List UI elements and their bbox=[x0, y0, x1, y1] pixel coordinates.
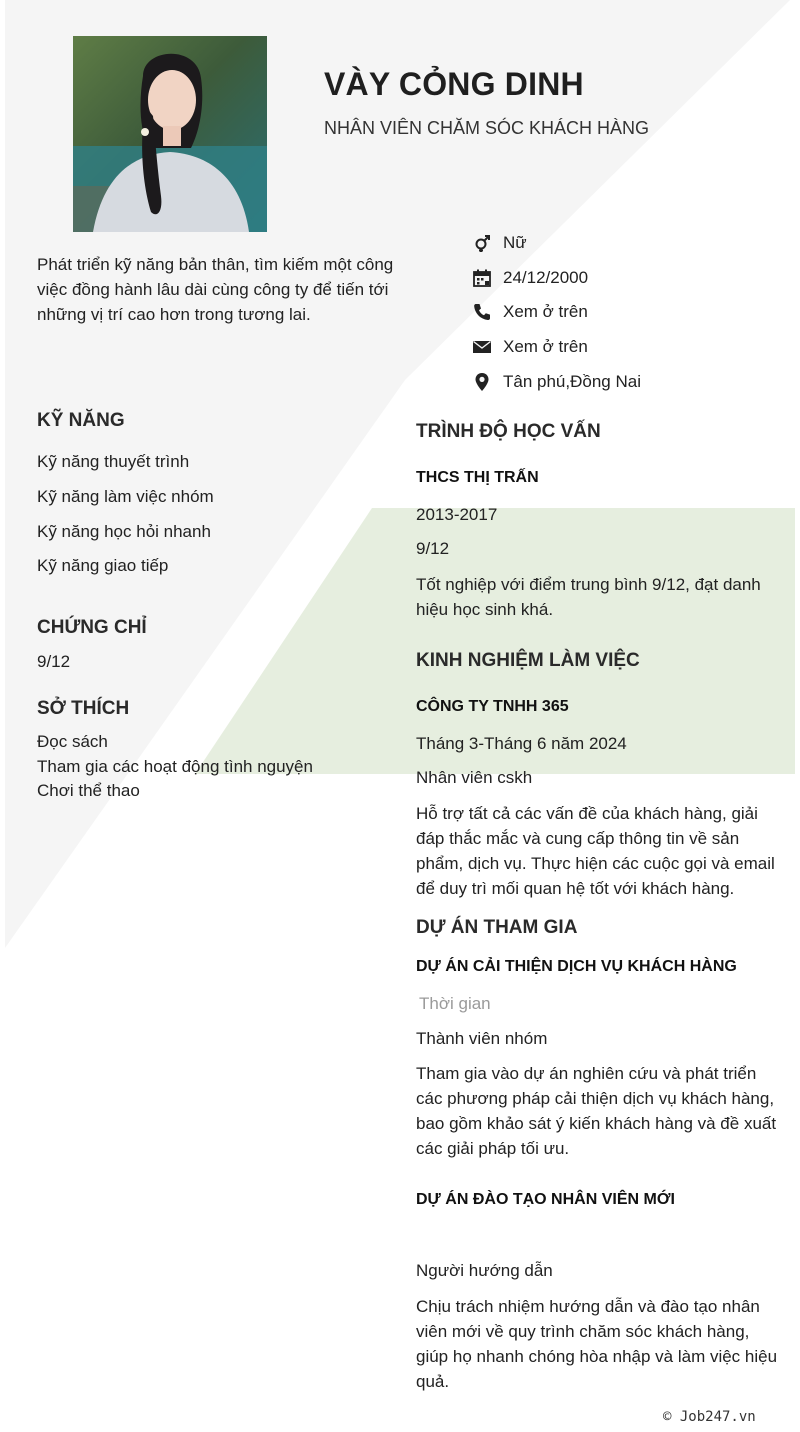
hobby-item: Tham gia các hoạt động tình nguyện bbox=[37, 757, 313, 776]
project-description: Tham gia vào dự án nghiên cứu và phát triển các phương pháp cải thiện dịch vụ khách hàng, bao gồm khảo sát ý kiến khách hàng và đề xuất các giải pháp tối ưu. bbox=[416, 1064, 777, 1158]
hobby-item: Đọc sách bbox=[37, 732, 108, 751]
experience-period: Tháng 3-Tháng 6 năm 2024 bbox=[416, 734, 627, 753]
career-objective: Phát triển kỹ năng bản thân, tìm kiếm một công việc đồng hành lâu dài cùng công ty để tiến tới những vị trí cao hơn trong tương lai. bbox=[37, 255, 394, 324]
skill-item: Kỹ năng giao tiếp bbox=[37, 556, 169, 575]
experience-heading: KINH NGHIỆM LÀM VIỆC bbox=[416, 650, 640, 671]
experience-description: Hỗ trợ tất cả các vấn đề của khách hàng, giải đáp thắc mắc và cung cấp thông tin về sản phẩm, dịch vụ. Thực hiện các cuộc gọi và email để duy trì mối quan hệ tốt với khách hàng. bbox=[416, 804, 775, 898]
email-value: Xem ở trên bbox=[503, 337, 588, 356]
phone-value: Xem ở trên bbox=[503, 302, 588, 321]
phone-icon bbox=[472, 302, 492, 322]
contact-phone bbox=[472, 300, 588, 324]
skill-item: Kỹ năng thuyết trình bbox=[37, 452, 190, 471]
gender-value: Nữ bbox=[503, 233, 527, 252]
birthday-value: 24/12/2000 bbox=[503, 268, 589, 287]
contact-gender bbox=[472, 231, 527, 255]
contact-birthday bbox=[472, 266, 588, 290]
school-name: THCS THỊ TRẤN bbox=[416, 469, 539, 486]
address-value: Tân phú,Đồng Nai bbox=[503, 372, 641, 391]
company-name: CÔNG TY TNHH 365 bbox=[416, 698, 569, 715]
candidate-name: VÀY CỎNG DINH bbox=[324, 66, 584, 102]
project-name: DỰ ÁN CẢI THIỆN DỊCH VỤ KHÁCH HÀNG bbox=[416, 958, 737, 975]
mail-icon bbox=[472, 337, 492, 357]
calendar-icon bbox=[472, 268, 492, 288]
project-role: Thành viên nhóm bbox=[416, 1029, 548, 1048]
hobbies-heading: SỞ THÍCH bbox=[37, 698, 130, 719]
skills-heading: KỸ NĂNG bbox=[37, 410, 125, 431]
footer-copyright: © Job247.vn bbox=[663, 1409, 756, 1425]
project-role: Người hướng dẫn bbox=[416, 1261, 553, 1280]
profile-photo bbox=[73, 36, 267, 232]
education-score: 9/12 bbox=[416, 539, 450, 558]
location-icon bbox=[472, 372, 492, 392]
skill-item: Kỹ năng làm việc nhóm bbox=[37, 487, 214, 506]
project-description: Chịu trách nhiệm hướng dẫn và đào tạo nhân viên mới về quy trình chăm sóc khách hàng, giúp họ nhanh chóng hòa nhập và làm việc hiệu quả. bbox=[416, 1297, 778, 1391]
education-description: Tốt nghiệp với điểm trung bình 9/12, đạt danh hiệu học sinh khá. bbox=[416, 575, 761, 619]
certificates-heading: CHỨNG CHỈ bbox=[37, 617, 147, 638]
projects-heading: DỰ ÁN THAM GIA bbox=[416, 917, 578, 938]
certificate-item: 9/12 bbox=[37, 652, 71, 671]
project-name: DỰ ÁN ĐÀO TẠO NHÂN VIÊN MỚI bbox=[416, 1191, 675, 1208]
contact-address bbox=[472, 370, 641, 394]
experience-role: Nhân viên cskh bbox=[416, 768, 533, 787]
hobby-item: Chơi thể thao bbox=[37, 781, 140, 800]
project-time-placeholder: Thời gian bbox=[419, 994, 491, 1013]
contact-email bbox=[472, 335, 588, 359]
education-period: 2013-2017 bbox=[416, 505, 498, 524]
gender-icon bbox=[472, 233, 492, 253]
education-heading: TRÌNH ĐỘ HỌC VẤN bbox=[416, 421, 601, 442]
job-title: NHÂN VIÊN CHĂM SÓC KHÁCH HÀNG bbox=[324, 118, 650, 138]
skill-item: Kỹ năng học hỏi nhanh bbox=[37, 522, 211, 541]
